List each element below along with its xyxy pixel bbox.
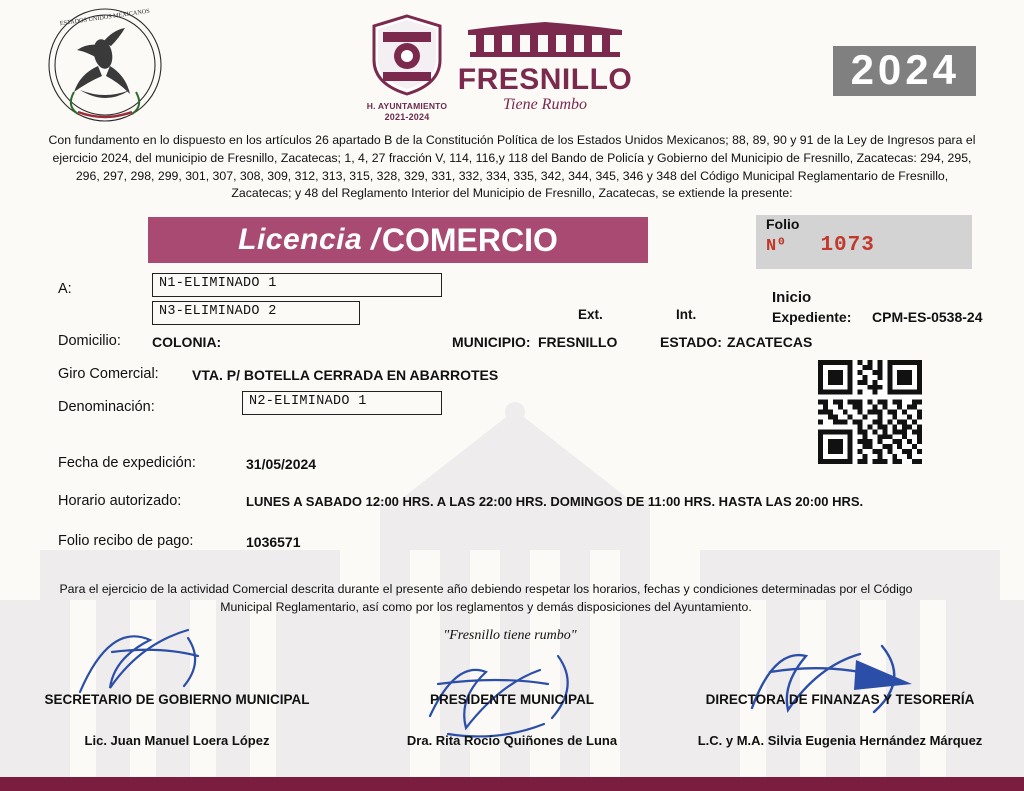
signature-name: L.C. y M.A. Silvia Eugenia Hernández Márquez — [697, 733, 983, 748]
expediente-label: Expediente: — [772, 309, 852, 326]
legal-paragraph: Con fundamento en lo dispuesto en los artículos 26 apartado B de la Constitución Política de los Estados Unidos Mexicanos; 88, 89, 90 y 91 de la Ley de Ingresos para el ejercicio 2024, del municipio de Fresnillo, Zacatecas; 1, 4, 27 fracción V, 114, 116,y 118 del Bando de Policía y Gobierno del Municipio de Fresnillo, Zacatecas: 294, 295, 296, 297, 298, 299, 301, 307, 308, 309, 312, 313, 315, 328, 329, 331, 332, 334, 335, 342, 344, 345, 346 y 348 del Código Municipal Reglamentario de Fresnillo, Zacatecas; y 48 del Reglamento Interior del Municipio de Fresnillo, Zacatecas, se extiende la presente: — [48, 133, 976, 201]
signature-title: PRESIDENTE MUNICIPAL — [429, 692, 594, 707]
pavilion-icon — [460, 22, 630, 58]
signature-name: Lic. Juan Manuel Loera López — [84, 733, 270, 748]
signature-area — [0, 648, 1024, 768]
signature-title: DIRECTORA DE FINANZAS Y TESORERÍA — [705, 692, 975, 707]
colonia-label: COLONIA: — [152, 334, 222, 351]
license-banner-row — [0, 217, 1024, 267]
signature-name: Dra. Rita Rocío Quiñones de Luna — [406, 733, 618, 748]
signature-title: SECRETARIO DE GOBIERNO MUNICIPAL — [44, 692, 310, 707]
giro-value: VTA. P/ BOTELLA CERRADA EN ABARROTES — [192, 367, 499, 384]
domicilio-label: Domicilio: — [58, 333, 121, 350]
estado-value: ZACATECAS — [727, 334, 813, 351]
brand-word: FRESNILLO — [457, 63, 633, 96]
folio-number-symbol: N⁰ — [766, 236, 787, 256]
ayuntamiento-years: 2021-2024 — [384, 111, 430, 122]
folio-label: Folio — [766, 216, 800, 233]
denominacion-label: Denominación: — [58, 399, 155, 416]
fecha-label: Fecha de expedición: — [58, 455, 196, 472]
year-badge: 2024 — [833, 46, 976, 96]
folio-value: 1073 — [820, 233, 875, 257]
license-title-main: COMERCIO — [381, 221, 558, 258]
a-value-box: N1-ELIMINADO 1 — [152, 273, 442, 297]
motto-text: "Fresnillo tiene rumbo" — [443, 628, 577, 643]
estado-label: ESTADO: — [660, 334, 722, 351]
shield-icon — [371, 14, 443, 96]
brand-tagline: Tiene Rumbo — [503, 96, 587, 113]
signature-mark-secretario — [60, 622, 300, 702]
horario-label: Horario autorizado: — [58, 493, 182, 510]
inicio-label: Inicio — [772, 289, 812, 307]
folio-recibo-value: 1036571 — [246, 534, 301, 551]
fresnillo-brand-logo — [455, 22, 635, 114]
giro-label: Giro Comercial: — [58, 366, 159, 383]
bottom-accent-bar — [0, 777, 1024, 791]
license-title-prefix: Licencia / — [238, 223, 380, 257]
denominacion-value-box: N2-ELIMINADO 1 — [242, 391, 442, 415]
svg-text:ESTADOS UNIDOS MEXICANOS: ESTADOS UNIDOS MEXICANOS — [59, 7, 151, 28]
municipio-label: MUNICIPIO: — [452, 334, 531, 351]
int-label: Int. — [676, 307, 697, 323]
signature-block-secretario — [22, 692, 332, 748]
ayuntamiento-label: H. AYUNTAMIENTO — [366, 101, 448, 111]
a-label: A: — [58, 281, 72, 298]
signature-block-presidente — [388, 692, 636, 748]
license-banner — [148, 217, 648, 263]
document-header — [0, 0, 1024, 128]
expediente-value: CPM-ES-0538-24 — [872, 309, 983, 326]
address-value-box: N3-ELIMINADO 2 — [152, 301, 360, 325]
folio-recibo-label: Folio recibo de pago: — [58, 533, 194, 550]
fecha-value: 31/05/2024 — [246, 456, 317, 473]
closing-paragraph: Para el ejercicio de la actividad Comercial descrita durante el presente año debiendo respetar los horarios, fechas y condiciones determinadas por el Código Municipal Reglamentario, así como por los reglamentos y demás disposiciones del Ayuntamiento. — [59, 582, 913, 615]
folio-box — [756, 215, 972, 269]
ext-label: Ext. — [578, 307, 603, 323]
mexico-coat-of-arms-icon — [40, 6, 170, 124]
horario-value: LUNES A SABADO 12:00 HRS. A LAS 22:00 HRS. DOMINGOS DE 11:00 HRS. HASTA LAS 20:00 HRS. — [246, 494, 864, 510]
municipio-value: FRESNILLO — [538, 334, 618, 351]
municipal-shield — [352, 14, 462, 122]
signature-block-tesoreria — [676, 692, 1004, 748]
qr-code — [818, 360, 922, 464]
